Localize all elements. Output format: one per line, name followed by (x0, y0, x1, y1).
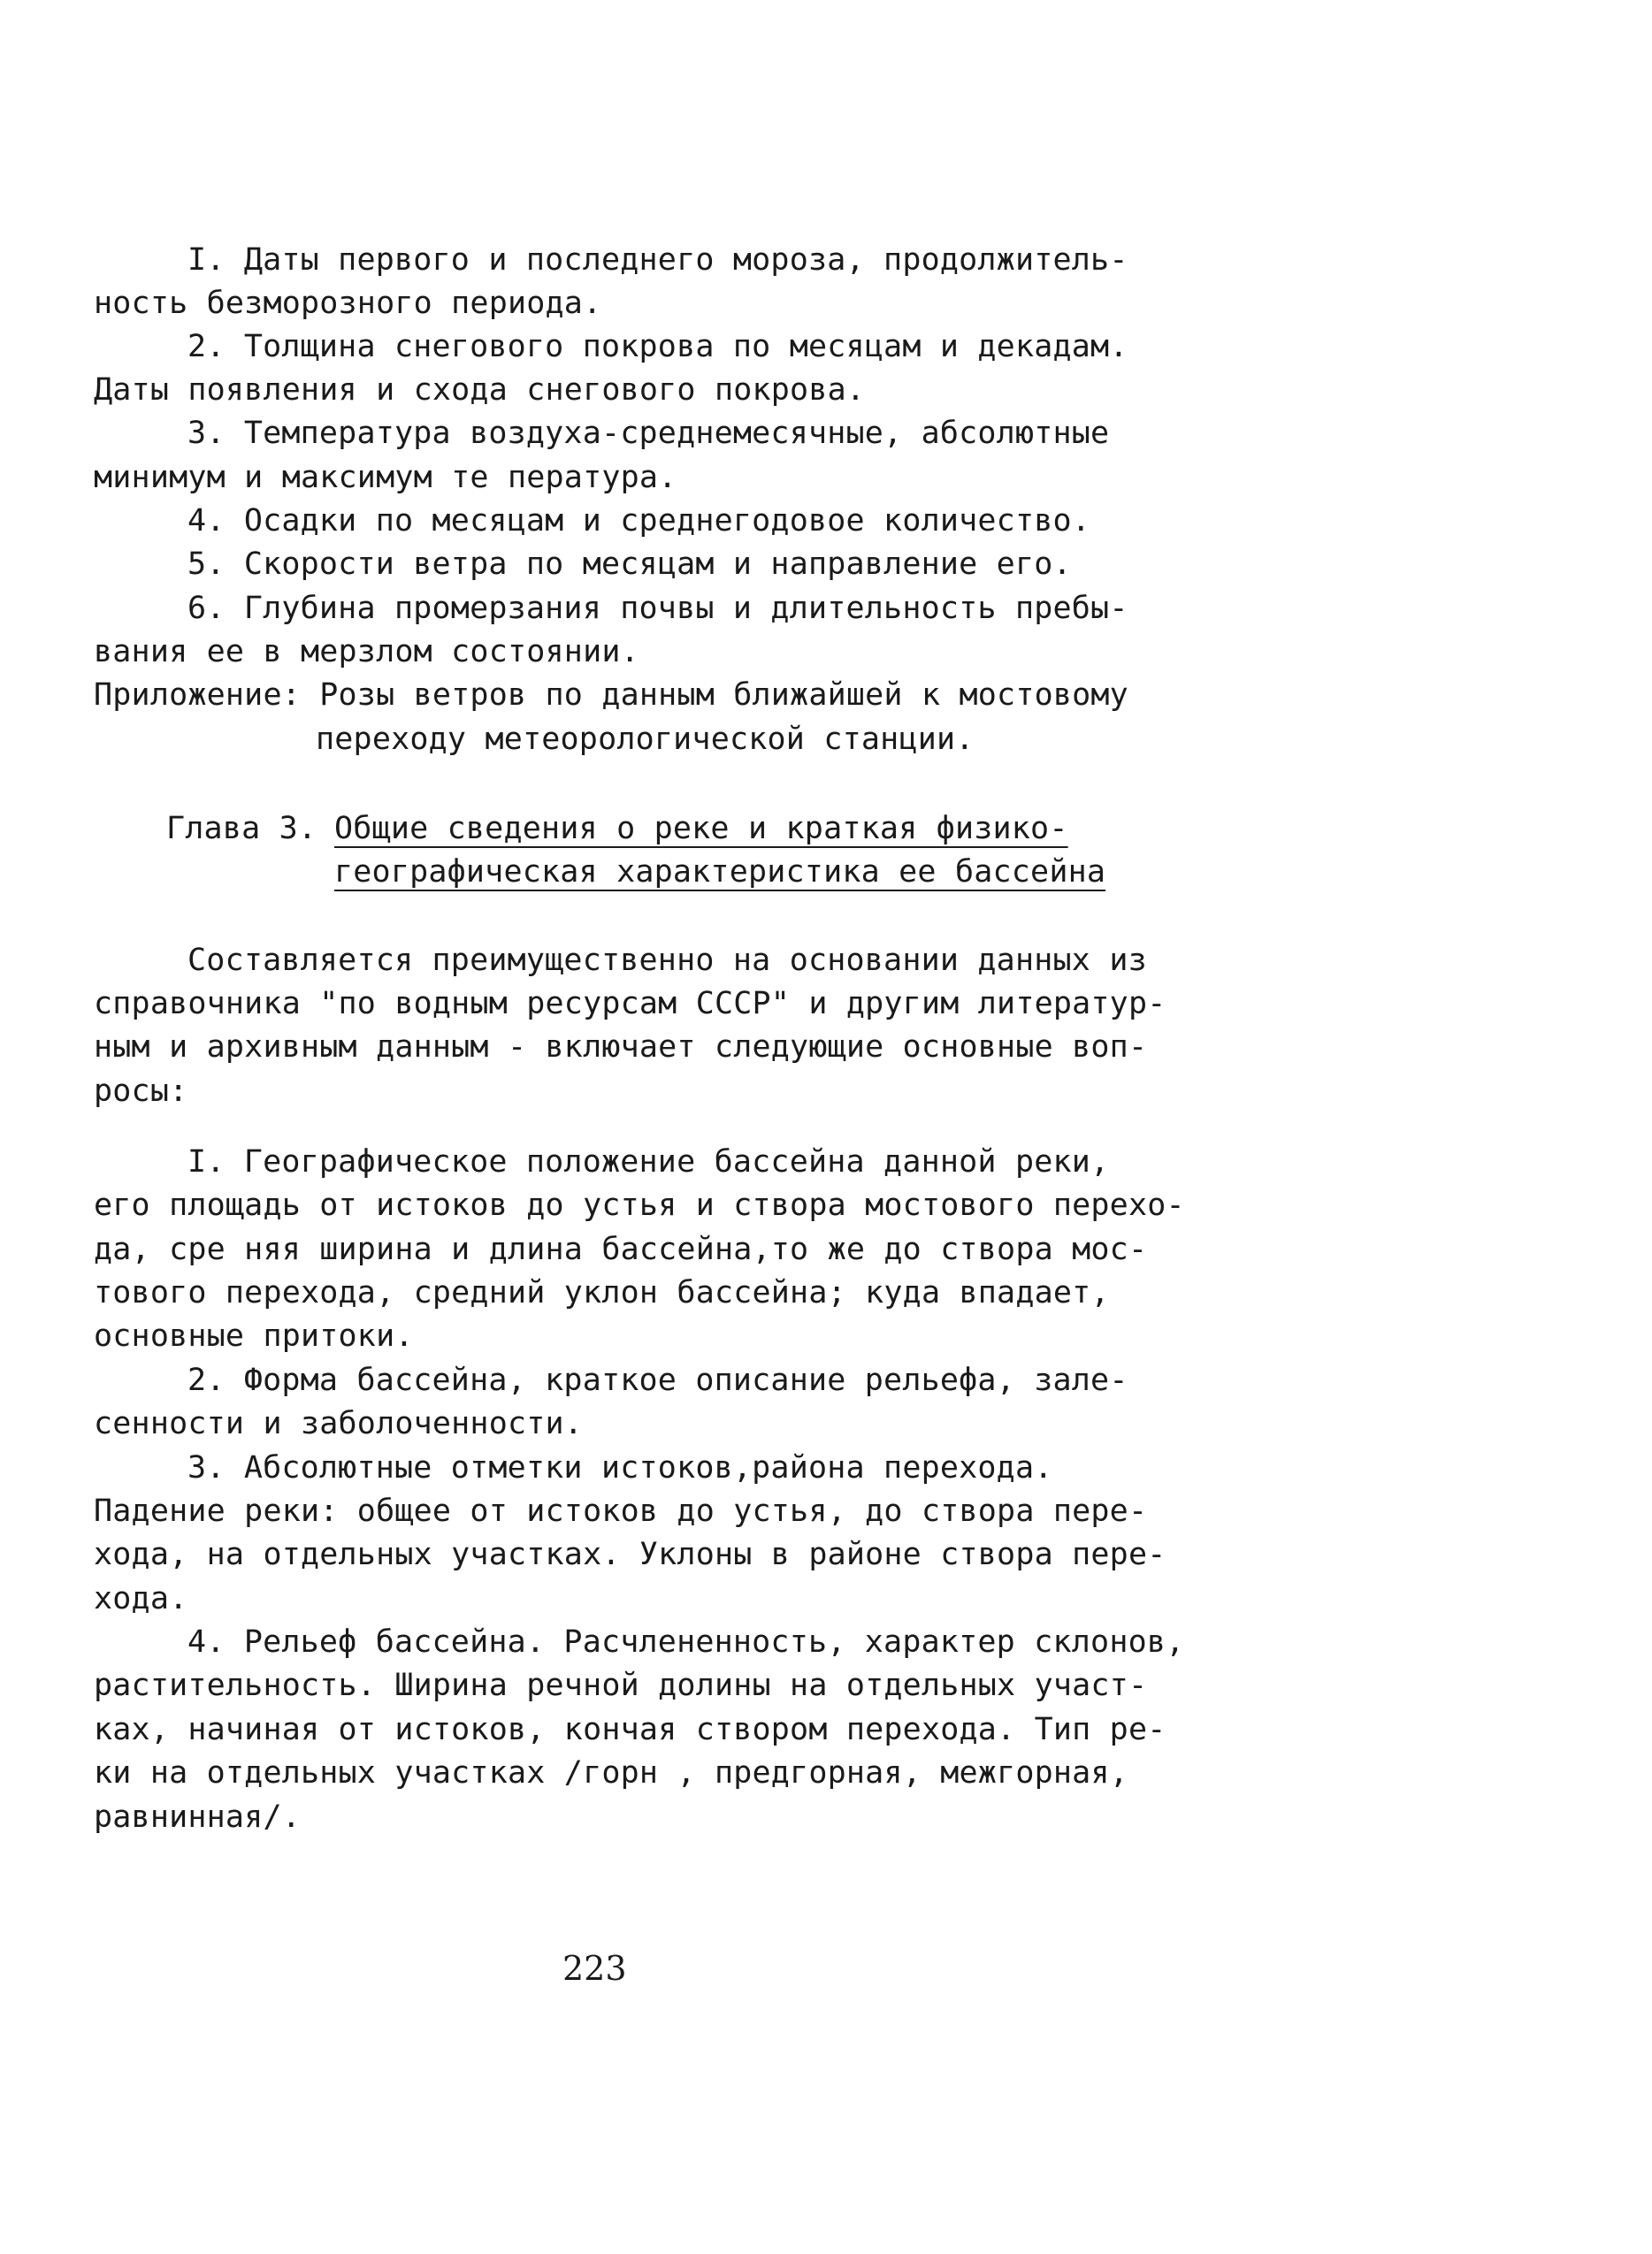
basin-item3-line1: 3. Абсолютные отметки истоков,района перехода. (187, 1450, 1053, 1486)
item3-line1: 3. Температура воздуха-среднемесячные, абсолютные (187, 416, 1110, 451)
intro-line1: Составляется преимущественно на основании данных из (187, 943, 1147, 978)
item6-line1: 6. Глубина промерзания почвы и длительность пребы- (187, 591, 1128, 626)
basin-item1-line2: его площадь от истоков до устья и створа мостового перехо- (94, 1188, 1185, 1223)
item5-line1: 5. Скорости ветра по месяцам и направление его. (187, 546, 1072, 582)
basin-item3-line2: Падение реки: общее от истоков до устья, до створа пере- (94, 1494, 1148, 1529)
item2-line2: Даты появления и схода снегового покрова. (94, 372, 866, 408)
basin-item1-line1: I. Географическое положение бассейна данной реки, (187, 1144, 1110, 1180)
basin-item1-line3: да, сре няя ширина и длина бассейна,то же до створа мос- (94, 1232, 1148, 1267)
item4-line1: 4. Осадки по месяцам и среднегодовое количество. (187, 503, 1091, 539)
page-number: 223 (562, 1949, 627, 1988)
chapter-title-line2: географическая характеристика ее бассейна (334, 854, 1106, 890)
item3-line2: минимум и максимум те пература. (94, 460, 677, 495)
basin-item1-line5: основные притоки. (94, 1318, 414, 1354)
intro-line4: росы: (94, 1074, 188, 1109)
basin-item4-line4: ки на отдельных участках /горн , предгорная, межгорная, (94, 1755, 1128, 1791)
basin-item1-line4: тового перехода, средний уклон бассейна; куда впадает, (94, 1275, 1110, 1310)
basin-item4-line5: равнинная/. (94, 1799, 301, 1835)
basin-item3-line3: хода, на отдельных участках. Уклоны в районе створа пере- (94, 1537, 1166, 1572)
basin-item4-line1: 4. Рельеф бассейна. Расчлененность, характер склонов, (187, 1624, 1185, 1660)
intro-line3: ным и архивным данным - включает следующие основные воп- (94, 1029, 1148, 1065)
item6-line2: вания ее в мерзлом состоянии. (94, 634, 639, 669)
item1-line2: ность безморозного периода. (94, 286, 602, 321)
basin-item3-line4: хода. (94, 1581, 188, 1616)
intro-line2: справочника "по водным ресурсам СССР" и другим литератур- (94, 986, 1166, 1021)
chapter-title-line1: Общие сведения о реке и краткая физико- (334, 811, 1068, 846)
item2-line1: 2. Толщина снегового покрова по месяцам и декадам. (187, 329, 1128, 364)
basin-item4-line2: растительность. Ширина речной долины на отдельных участ- (94, 1668, 1148, 1703)
appendix-line1: Приложение: Розы ветров по данным ближайшей к мостовому (94, 677, 1128, 713)
basin-item2-line1: 2. Форма бассейна, краткое описание рельефа, зале- (187, 1363, 1128, 1398)
item1-line1: I. Даты первого и последнего мороза, продолжитель- (187, 242, 1128, 278)
basin-item4-line3: ках, начиная от истоков, кончая створом перехода. Тип ре- (94, 1712, 1166, 1747)
chapter-label: Глава 3. (166, 811, 317, 846)
basin-item2-line2: сенности и заболоченности. (94, 1406, 584, 1441)
appendix-line2: переходу метеорологической станции. (316, 722, 975, 757)
